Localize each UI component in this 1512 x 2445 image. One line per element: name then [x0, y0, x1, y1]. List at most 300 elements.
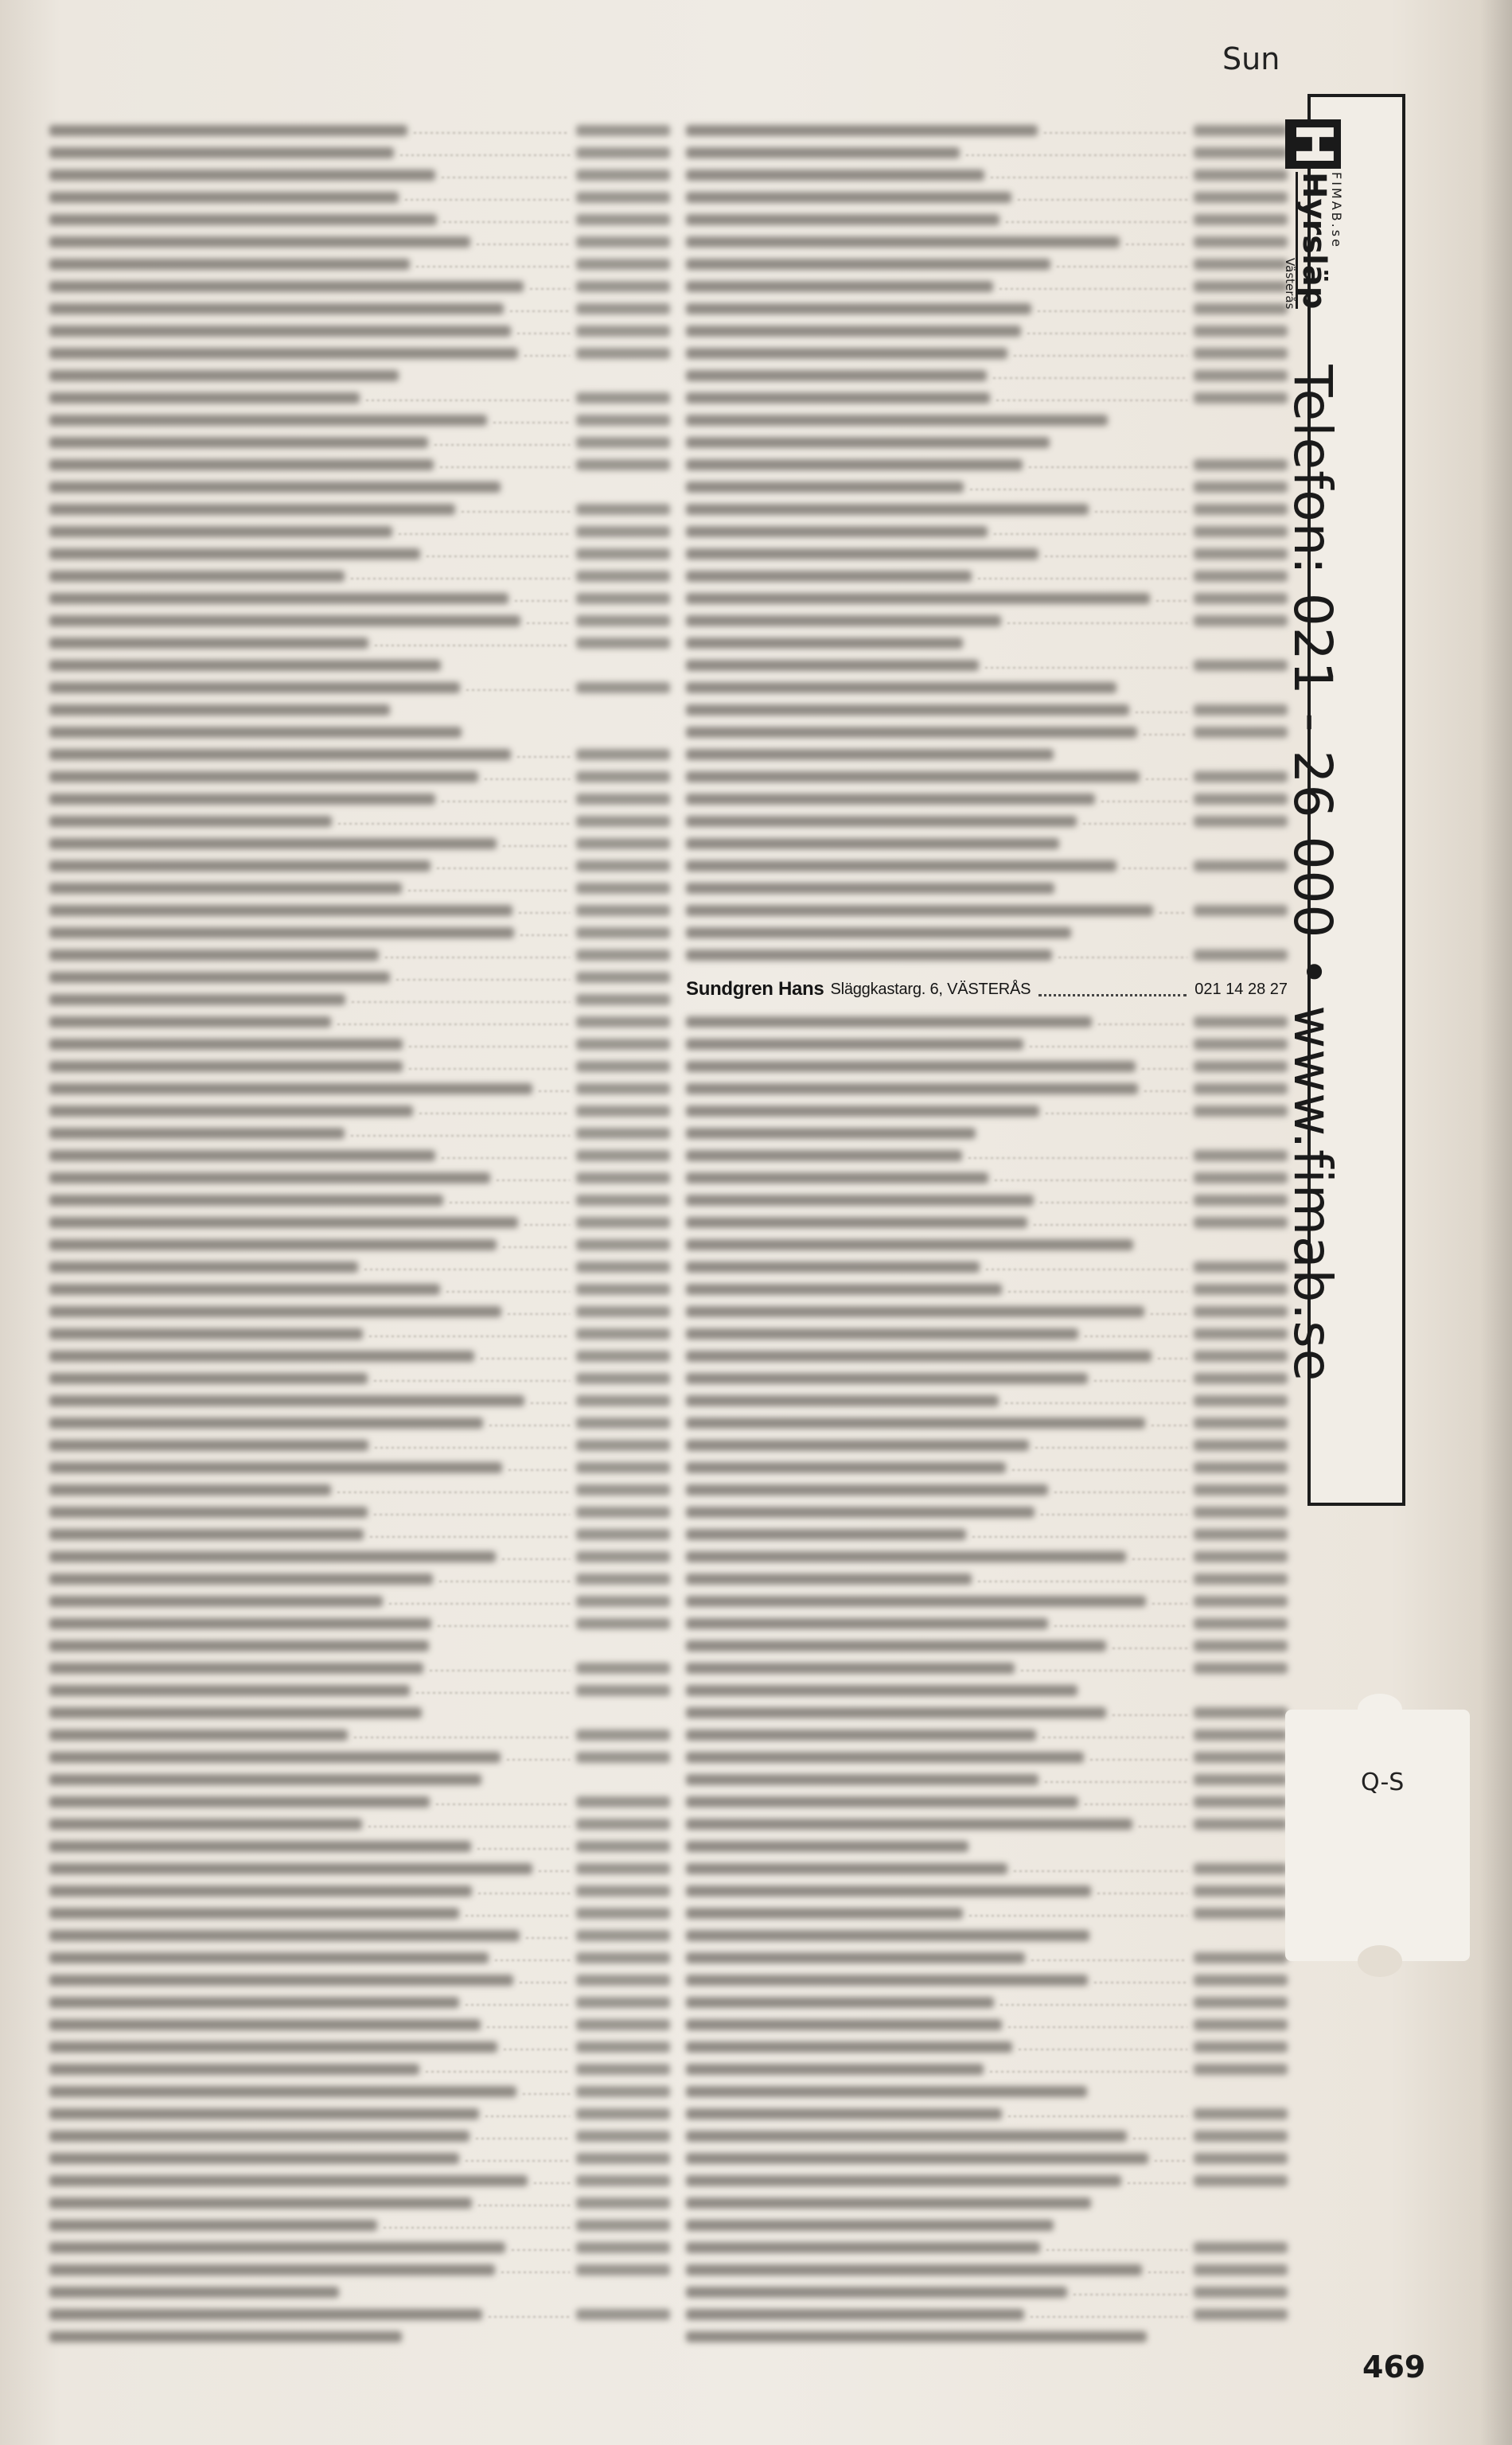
blurred-text [49, 1551, 496, 1562]
blurred-listing-row [49, 2080, 670, 2103]
blurred-text [49, 860, 431, 872]
fimab-logo [1284, 119, 1342, 309]
blurred-text [49, 1150, 435, 1161]
section-tab [1285, 1710, 1470, 1961]
blurred-phone [576, 1729, 670, 1741]
blurred-text [49, 1752, 501, 1763]
blurred-phone [576, 1685, 670, 1696]
leader-dots [1014, 1870, 1187, 1872]
blurred-listing-row [49, 1278, 670, 1300]
blurred-listing-row [686, 654, 1288, 677]
blurred-phone [576, 950, 670, 961]
blurred-listing-row [49, 699, 670, 721]
blurred-listing-row [49, 409, 670, 431]
blurred-listing-row [686, 1211, 1288, 1234]
blurred-phone [576, 2131, 670, 2142]
leader-dots [437, 868, 570, 869]
leader-dots [478, 1893, 570, 1894]
leader-dots [438, 1625, 570, 1627]
blurred-phone [1194, 1796, 1288, 1807]
leader-dots [477, 1848, 570, 1850]
blurred-text [686, 281, 993, 292]
blurred-listing-row [49, 1456, 670, 1479]
blurred-text [686, 660, 979, 671]
blurred-phone [576, 615, 670, 626]
leader-dots [466, 689, 570, 691]
blurred-phone [576, 2220, 670, 2231]
blurred-listing-row [686, 1768, 1288, 1791]
blurred-text [686, 571, 972, 582]
blurred-listing-row [686, 521, 1288, 543]
blurred-listing-row [49, 766, 670, 788]
blurred-text [686, 526, 988, 537]
blurred-listing-row [49, 342, 670, 365]
leader-dots [968, 1157, 1187, 1159]
blurred-phone [576, 1885, 670, 1897]
blurred-listing-row [686, 2326, 1288, 2348]
blurred-phone [576, 2064, 670, 2075]
leader-dots [497, 1180, 570, 1181]
leader-dots [351, 1135, 570, 1137]
blurred-phone [1194, 1885, 1288, 1897]
blurred-text [686, 2264, 1142, 2275]
blurred-text [49, 1663, 423, 1674]
blurred-listing-row [686, 1612, 1288, 1635]
leader-dots [1021, 1670, 1187, 1671]
leader-dots [1057, 266, 1187, 267]
leader-dots [519, 912, 570, 914]
blurred-phone [576, 1863, 670, 1874]
blurred-phone [1194, 1863, 1288, 1874]
leader-dots [1041, 1514, 1187, 1515]
blurred-phone [576, 1061, 670, 1072]
blurred-text [49, 281, 524, 292]
leader-dots [489, 1425, 570, 1426]
blurred-phone [576, 1975, 670, 1986]
leader-dots [442, 177, 570, 178]
blurred-text [686, 2197, 1091, 2209]
leader-dots [446, 1291, 570, 1293]
blurred-text [49, 1462, 502, 1473]
blurred-text [49, 2331, 402, 2342]
blurred-text [49, 1685, 410, 1696]
blurred-phone [576, 1663, 670, 1674]
blurred-listing-row [686, 2014, 1288, 2036]
blurred-phone [576, 838, 670, 849]
blurred-text [686, 1328, 1078, 1339]
blurred-text [49, 2086, 516, 2097]
blurred-phone [1194, 1707, 1288, 1718]
blurred-listing-row [686, 543, 1288, 565]
blurred-listing-row [49, 1323, 670, 1345]
leader-dots [1101, 801, 1187, 802]
blurred-phone [576, 2175, 670, 2186]
leader-dots [1007, 622, 1187, 624]
blurred-text [686, 1261, 980, 1273]
blurred-listing-row [686, 1501, 1288, 1523]
blurred-text [686, 236, 1120, 248]
leader-dots [462, 511, 570, 513]
blurred-text [686, 303, 1031, 314]
leader-dots [1018, 199, 1187, 201]
blurred-listing-row [49, 431, 670, 454]
blurred-phone [576, 1796, 670, 1807]
blurred-text [49, 437, 428, 448]
blurred-text [49, 1484, 331, 1495]
blurred-text [49, 2175, 528, 2186]
blurred-phone [576, 415, 670, 426]
blurred-text [49, 1217, 518, 1228]
blurred-text [49, 1507, 368, 1518]
leader-dots [539, 1870, 570, 1872]
blurred-listing-row [686, 2036, 1288, 2058]
blurred-listing-row [686, 1456, 1288, 1479]
leader-dots [435, 444, 570, 446]
leader-dots [1090, 1759, 1187, 1761]
blurred-listing-row [49, 1546, 670, 1568]
blurred-listing-row [686, 632, 1288, 654]
leader-dots [1095, 511, 1187, 513]
blurred-listing-row [686, 2080, 1288, 2103]
blurred-phone [576, 281, 670, 292]
blurred-text [686, 1462, 1006, 1473]
blurred-phone [1194, 1952, 1288, 1963]
blurred-text [49, 1774, 481, 1785]
blurred-listing-row [49, 587, 670, 610]
leader-dots [485, 2115, 570, 2117]
leader-dots [1085, 1336, 1187, 1337]
blurred-listing-row [686, 2103, 1288, 2125]
advertisement-content [1265, 119, 1361, 1472]
blurred-listing-row [686, 209, 1288, 231]
blurred-text [49, 326, 511, 337]
blurred-listing-row [49, 1390, 670, 1412]
blurred-phone [576, 1373, 670, 1384]
leader-dots [1152, 1425, 1187, 1426]
blurred-phone [576, 1417, 670, 1429]
blurred-phone [576, 236, 670, 248]
blurred-listing-row [49, 877, 670, 899]
blurred-listing-row [49, 253, 670, 275]
leader-dots [524, 1224, 570, 1226]
blurred-text [49, 1172, 490, 1184]
leader-dots [972, 1536, 1187, 1538]
blurred-listing-row [686, 253, 1288, 275]
leader-dots [427, 556, 570, 557]
blurred-listing-row [49, 1300, 670, 1323]
leader-dots [1008, 2026, 1187, 2028]
blurred-listing-row [49, 1234, 670, 1256]
leader-dots [991, 177, 1187, 178]
leader-dots [1123, 868, 1187, 869]
blurred-listing-row [49, 810, 670, 833]
blurred-listing-row [49, 743, 670, 766]
blurred-text [49, 1016, 331, 1028]
tab-notch-bottom [1358, 1945, 1402, 1977]
blurred-listing-row [686, 1568, 1288, 1590]
blurred-listing-row [49, 1167, 670, 1189]
blurred-text [686, 2175, 1121, 2186]
leader-dots [337, 1024, 570, 1025]
blurred-text [686, 1952, 1025, 1963]
leader-dots [994, 533, 1187, 535]
blurred-phone [1194, 1618, 1288, 1629]
blurred-text [49, 1573, 433, 1585]
blurred-listing-row [49, 654, 670, 677]
leader-dots [1031, 2316, 1187, 2318]
blurred-listing-row [686, 1167, 1288, 1189]
blurred-phone [1194, 1774, 1288, 1785]
blurred-text [686, 2331, 1147, 2342]
blurred-text [686, 392, 990, 404]
leader-dots [1000, 2004, 1187, 2006]
leader-dots [970, 489, 1187, 490]
blurred-phone [1194, 1507, 1288, 1518]
blurred-listing-row [686, 431, 1288, 454]
blurred-listing-row [49, 543, 670, 565]
blurred-text [686, 1083, 1138, 1094]
logo-mark-icon: H [1285, 119, 1341, 169]
leader-dots [495, 1960, 570, 1961]
blurred-listing-row [686, 610, 1288, 632]
blurred-text [49, 615, 520, 626]
blurred-listing-row [686, 810, 1288, 833]
blurred-listing-row [49, 1145, 670, 1167]
blurred-text [686, 1863, 1007, 1874]
blurred-listing-row [49, 1345, 670, 1367]
blurred-listing-row [686, 164, 1288, 186]
blurred-listing-row [49, 1858, 670, 1880]
leader-dots [450, 1202, 570, 1203]
blurred-phone [576, 1284, 670, 1295]
leader-dots [504, 2049, 570, 2050]
blurred-listing-row [686, 2058, 1288, 2080]
blurred-listing-row [49, 2259, 670, 2281]
blurred-phone [576, 794, 670, 805]
blurred-listing-row [686, 1791, 1288, 1813]
blurred-listing-row [686, 721, 1288, 743]
blurred-listing-row [686, 1189, 1288, 1211]
blurred-text [49, 1885, 472, 1897]
blurred-listing-row [686, 1145, 1288, 1167]
blurred-listing-row [49, 788, 670, 810]
blurred-text [686, 259, 1050, 270]
leader-dots [995, 1180, 1187, 1181]
blurred-listing-row [49, 2170, 670, 2192]
blurred-text [686, 2041, 1012, 2053]
blurred-text [686, 415, 1108, 426]
blurred-text [49, 2153, 459, 2164]
leader-dots [503, 845, 570, 847]
blurred-text [686, 771, 1140, 782]
blurred-listing-row [49, 119, 670, 142]
blurred-text [49, 147, 394, 158]
blurred-text [49, 2242, 505, 2253]
blurred-text [686, 504, 1089, 515]
blurred-text [49, 348, 518, 359]
leader-dots [1045, 556, 1187, 557]
leader-dots [996, 400, 1187, 401]
leader-dots [508, 1313, 570, 1315]
blurred-listing-row [49, 1189, 670, 1211]
blurred-text [49, 1796, 430, 1807]
leader-dots [1144, 734, 1187, 735]
blurred-phone [1194, 1529, 1288, 1540]
leader-dots [517, 756, 570, 758]
leader-dots [375, 1447, 570, 1449]
blurred-text [686, 1663, 1015, 1674]
blurred-phone [576, 1261, 670, 1273]
blurred-text [49, 2019, 481, 2030]
blurred-text [49, 1039, 403, 1050]
blurred-text [686, 883, 1054, 894]
leader-dots [531, 1402, 570, 1404]
blurred-text [686, 1172, 988, 1184]
blurred-phone [1194, 2242, 1288, 2253]
leader-dots [481, 1358, 570, 1359]
blurred-text [686, 370, 987, 381]
blurred-listing-row [49, 1100, 670, 1122]
blurred-phone [576, 1239, 670, 1250]
blurred-text [686, 1596, 1146, 1607]
blurred-text [49, 593, 509, 604]
blurred-phone [576, 1819, 670, 1830]
leader-dots [416, 1692, 570, 1694]
blurred-text [686, 1930, 1089, 1941]
blurred-listing-row [49, 2192, 670, 2214]
blurred-phone [576, 147, 670, 158]
blurred-phone [576, 1908, 670, 1919]
blurred-phone [576, 1484, 670, 1495]
blurred-listing-row [686, 186, 1288, 209]
blurred-phone [1194, 2153, 1288, 2164]
leader-dots [969, 1915, 1187, 1917]
blurred-text [49, 482, 501, 493]
blurred-listing-row [49, 209, 670, 231]
leader-dots [966, 154, 1187, 156]
blurred-listing-row [686, 2147, 1288, 2170]
blurred-text [686, 1908, 963, 1919]
blurred-listing-row [49, 1635, 670, 1657]
blurred-text [686, 2287, 1067, 2298]
leader-dots [503, 1246, 570, 1248]
leader-dots [1046, 1113, 1187, 1114]
leader-dots [487, 2026, 570, 2028]
blurred-text [49, 1106, 413, 1117]
blurred-listing-row [686, 1323, 1288, 1345]
blurred-text [49, 794, 435, 805]
leader-dots [501, 2271, 570, 2273]
blurred-listing-row [49, 231, 670, 253]
leader-dots [1008, 1291, 1187, 1293]
blurred-listing-row [49, 2058, 670, 2080]
blurred-listing-row [686, 2170, 1288, 2192]
leader-dots [1045, 1781, 1187, 1783]
blurred-listing-row [49, 1367, 670, 1390]
leader-dots [399, 533, 570, 535]
blurred-text [49, 2220, 377, 2231]
blurred-text [686, 1195, 1034, 1206]
blurred-listing-row [49, 2236, 670, 2259]
blurred-phone [1194, 1752, 1288, 1763]
blurred-phone [576, 1395, 670, 1406]
blurred-text [49, 1440, 368, 1451]
blurred-listing-row [686, 677, 1288, 699]
blurred-text [686, 1128, 976, 1139]
blurred-text [49, 1061, 403, 1072]
blurred-text [49, 571, 345, 582]
blurred-listing-row [49, 1078, 670, 1100]
blurred-phone [576, 771, 670, 782]
blurred-text [686, 2220, 1054, 2231]
blurred-text [49, 816, 332, 827]
blurred-listing-row [49, 1702, 670, 1724]
blurred-phone [1194, 1997, 1288, 2008]
blurred-text [686, 1284, 1002, 1295]
blurred-listing-row [49, 1657, 670, 1679]
blurred-text [49, 1596, 383, 1607]
blurred-listing-row [686, 275, 1288, 298]
blurred-phone [576, 392, 670, 404]
blurred-text [49, 2041, 497, 2053]
blurred-listing-row [686, 1546, 1288, 1568]
blurred-phone [576, 214, 670, 225]
blurred-phone [1194, 1551, 1288, 1562]
blurred-phone [576, 1306, 670, 1317]
blurred-listing-row [686, 899, 1288, 922]
blurred-text [686, 1729, 1036, 1741]
leader-dots [1027, 333, 1187, 334]
blurred-listing-row [686, 1055, 1288, 1078]
leader-dots [993, 377, 1187, 379]
blurred-text [49, 771, 478, 782]
blurred-listing-row [686, 1434, 1288, 1456]
blurred-listing-row [49, 1768, 670, 1791]
blurred-listing-row [49, 1211, 670, 1234]
blurred-listing-row [686, 1702, 1288, 1724]
blurred-text [686, 482, 964, 493]
leader-dots [337, 1492, 570, 1493]
blurred-listing-row [686, 1902, 1288, 1924]
blurred-phone [1194, 1729, 1288, 1741]
blurred-text [686, 1395, 999, 1406]
blurred-text [686, 348, 1007, 359]
blurred-text [686, 749, 1054, 760]
blurred-listing-row [686, 1679, 1288, 1702]
blurred-phone [576, 905, 670, 916]
blurred-listing-row [686, 1657, 1288, 1679]
leader-dots [442, 1157, 570, 1159]
leader-dots [485, 778, 570, 780]
highlighted-listing [686, 976, 1288, 1003]
blurred-text [49, 1195, 443, 1206]
blurred-text [49, 392, 360, 404]
blurred-text [686, 214, 1000, 225]
leader-dots [1035, 1447, 1187, 1449]
blurred-text [49, 459, 434, 470]
blurred-text [686, 816, 1077, 827]
blurred-text [49, 972, 390, 983]
leader-dots [978, 578, 1187, 579]
blurred-phone [576, 2019, 670, 2030]
leader-dots [520, 934, 570, 936]
blurred-text [686, 2108, 1002, 2119]
blurred-text [686, 2064, 984, 2075]
blurred-text [686, 1841, 968, 1852]
blurred-listing-row [49, 944, 670, 966]
leader-dots [1146, 778, 1187, 780]
blurred-text [49, 1083, 532, 1094]
